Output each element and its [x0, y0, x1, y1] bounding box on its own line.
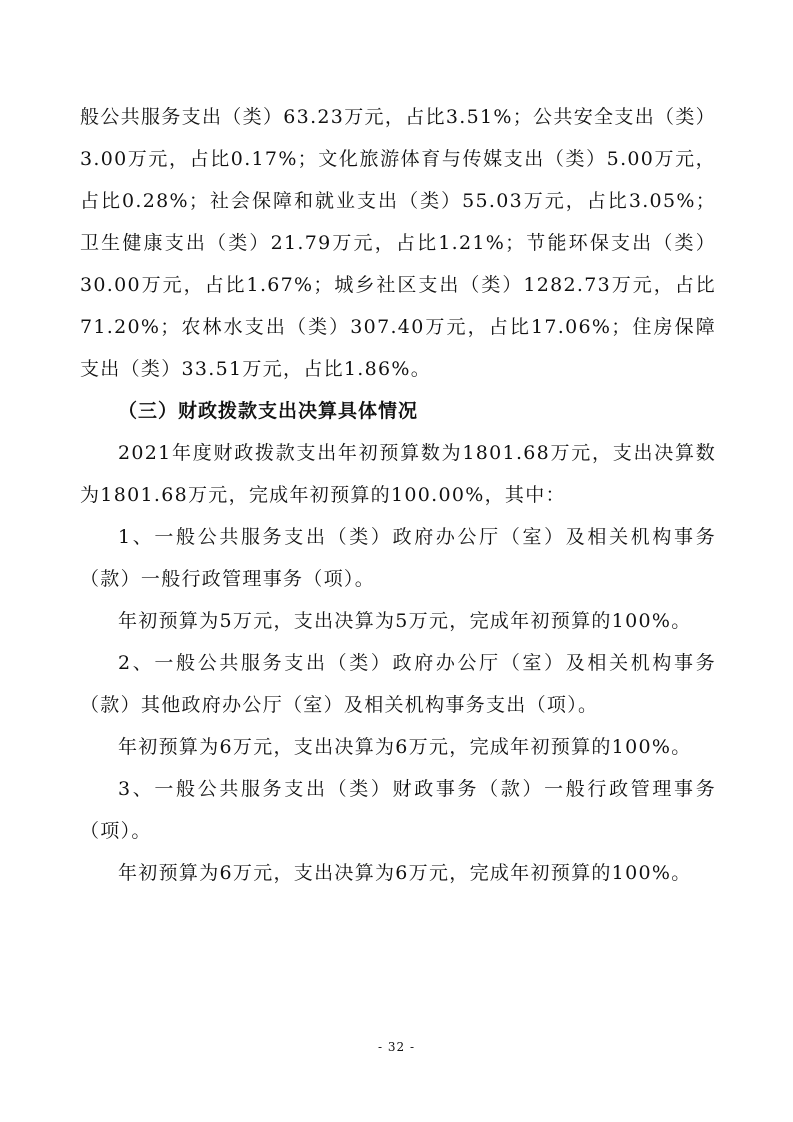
- section-heading: （三）财政拨款支出决算具体情况: [118, 400, 419, 422]
- item-3-detail: 年初预算为6万元，支出决算为6万元，完成年初预算的100%。: [118, 862, 692, 884]
- item-2-title: 2、一般公共服务支出（类）政府办公厅（室）及相关机构事务（款）其他政府办公厅（室）及相关机构事务支出（项）。: [80, 652, 716, 716]
- item-2-detail: 年初预算为6万元，支出决算为6万元，完成年初预算的100%。: [118, 736, 692, 758]
- item-1-title: 1、一般公共服务支出（类）政府办公厅（室）及相关机构事务（款）一般行政管理事务（项）。: [80, 526, 716, 590]
- budget-summary-paragraph: 2021年度财政拨款支出年初预算数为1801.68万元，支出决算数为1801.68万元，完成年初预算的100.00%，其中：: [80, 442, 716, 506]
- expenditure-breakdown-paragraph: 般公共服务支出（类）63.23万元，占比3.51%；公共安全支出（类）3.00万元，占比0.17%；文化旅游体育与传媒支出（类）5.00万元，占比0.28%；社会保障和就业支出（类）55.03万元，占比3.05%；卫生健康支出（类）21.79万元，占比1.21%；节能环保支出（类）30.00万元，占比1.67%；城乡社区支出（类）1282.73万元，占比71.20%；农林水支出（类）307.40万元，占比17.06%；住房保障支出（类）33.51万元，占比1.86%。: [80, 106, 716, 380]
- item-3-title: 3、一般公共服务支出（类）财政事务（款）一般行政管理事务（项）。: [80, 778, 716, 842]
- document-body: [80, 96, 716, 894]
- page-number: - 32 -: [377, 1040, 415, 1054]
- item-1-detail: 年初预算为5万元，支出决算为5万元，完成年初预算的100%。: [118, 610, 692, 632]
